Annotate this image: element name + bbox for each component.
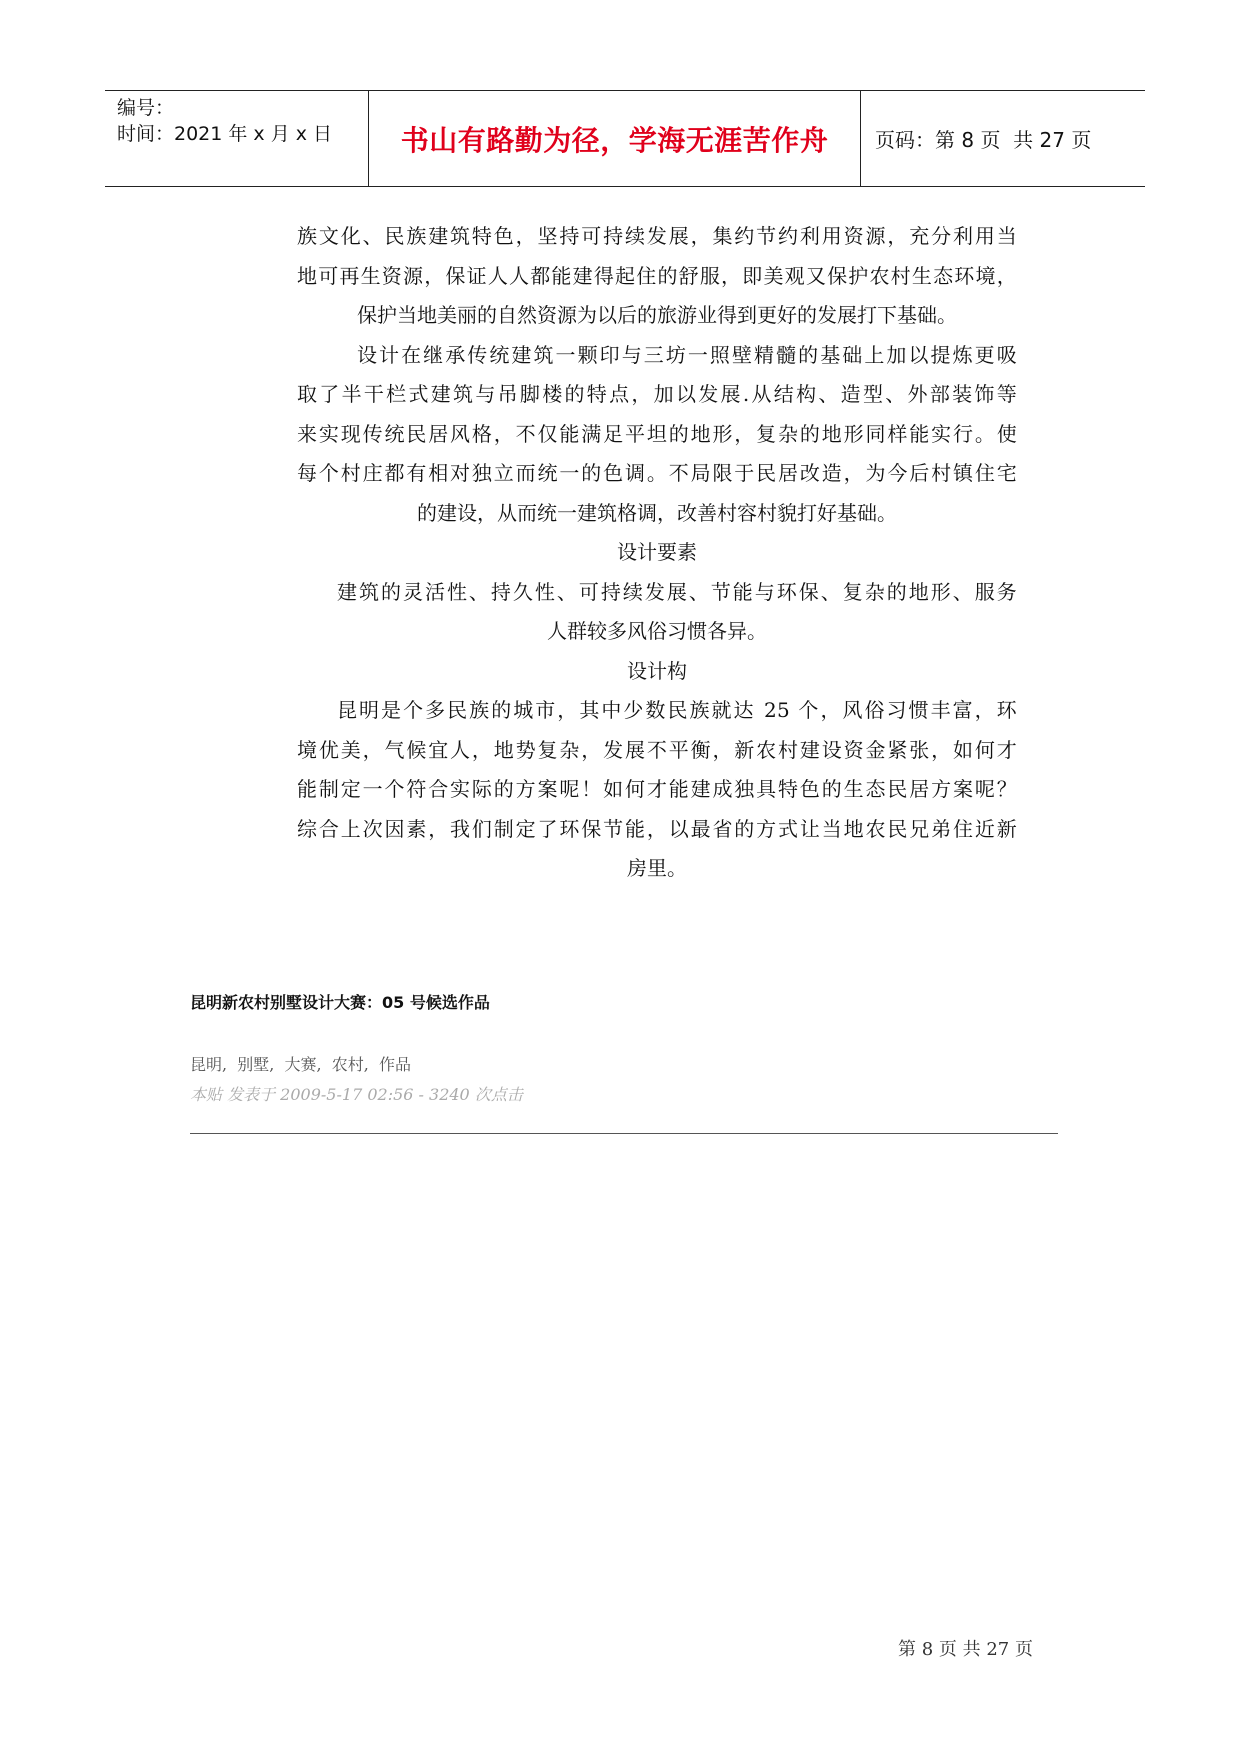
header-left bbox=[117, 95, 367, 147]
section-heading: 设计要素 bbox=[617, 540, 697, 564]
header-motto: 书山有路勤为径，学海无涯苦作舟 bbox=[400, 123, 829, 157]
post-tags: 昆明, 别墅, 大赛, 农村, 作品 bbox=[190, 1055, 412, 1074]
body-line: 建筑的灵活性、持久性、可持续发展、节能与环保、复杂的地形、服务 bbox=[337, 579, 1017, 604]
body-line: 的建设，从而统一建筑格调，改善村容村貌打好基础。 bbox=[417, 500, 897, 525]
header-page-info: 页码：第 8 页 共 27 页 bbox=[875, 128, 1092, 152]
time-label: 时间：2021 年 x 月 x 日 bbox=[117, 123, 333, 145]
document-body bbox=[297, 217, 1017, 889]
body-line: 地可再生资源，保证人人都能建得起住的舒服，即美观又保护农村生态环境， bbox=[297, 263, 1017, 288]
body-line: 来实现传统民居风格，不仅能满足平坦的地形，复杂的地形同样能实行。使 bbox=[297, 421, 1017, 446]
serial-label: 编号： bbox=[117, 97, 175, 119]
section-heading: 设计构 bbox=[627, 658, 687, 683]
body-line: 取了半干栏式建筑与吊脚楼的特点，加以发展.从结构、造型、外部装饰等 bbox=[297, 382, 1017, 406]
body-line: 族文化、民族建筑特色，坚持可持续发展，集约节约利用资源，充分利用当 bbox=[297, 224, 1017, 248]
body-line: 设计在继承传统建筑一颗印与三坊一照壁精髓的基础上加以提炼更吸 bbox=[357, 342, 1017, 367]
body-line: 房里。 bbox=[627, 856, 687, 880]
body-line: 每个村庄都有相对独立而统一的色调。不局限于民居改造，为今后村镇住宅 bbox=[297, 461, 1017, 485]
page-header bbox=[105, 90, 1145, 187]
body-line: 境优美，气候宜人，地势复杂，发展不平衡，新农村建设资金紧张，如何才 bbox=[297, 737, 1017, 762]
body-line: 人群较多风俗习惯各异。 bbox=[547, 619, 767, 643]
body-line: 综合上次因素，我们制定了环保节能，以最省的方式让当地农民兄弟住近新 bbox=[297, 816, 1017, 841]
post-meta: 本贴 发表于 2009-5-17 02:56 - 3240 次点击 bbox=[190, 1085, 523, 1104]
body-line: 保护当地美丽的自然资源为以后的旅游业得到更好的发展打下基础。 bbox=[357, 303, 957, 327]
body-line: 昆明是个多民族的城市，其中少数民族就达 25 个，风俗习惯丰富，环 bbox=[337, 698, 1017, 722]
header-divider bbox=[860, 91, 861, 186]
post-title: 昆明新农村别墅设计大赛：05 号候选作品 bbox=[190, 993, 490, 1012]
body-line: 能制定一个符合实际的方案呢！如何才能建成独具特色的生态民居方案呢？ bbox=[297, 777, 1017, 801]
page-footer: 第 8 页 共 27 页 bbox=[898, 1639, 1033, 1660]
divider bbox=[190, 1133, 1058, 1134]
